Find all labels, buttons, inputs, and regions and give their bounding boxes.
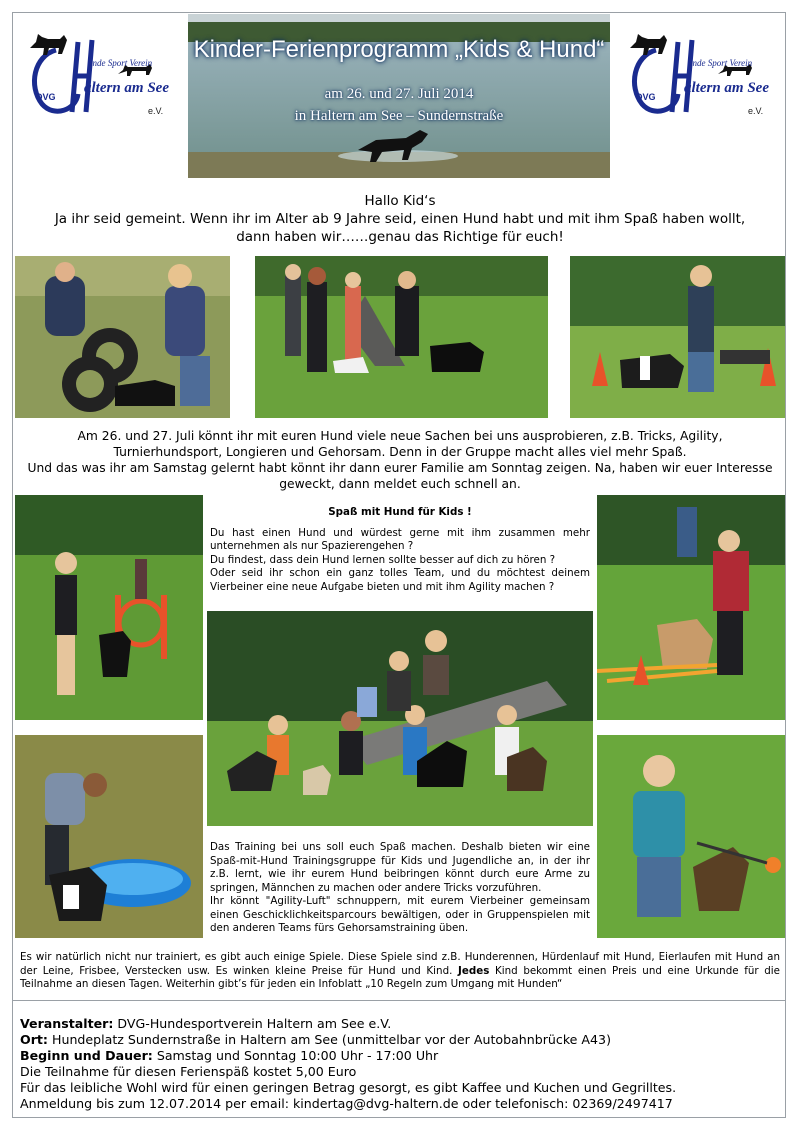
event-line-1: Am 26. und 27. Juli könnt ihr mit euren Hund viele neue Sachen bei uns ausprobieren, z.B. Tricks, Agility,: [77, 429, 723, 443]
games-text-after: Kind bekommt einen Preis und eine Urkunde für die Teilnahme an diesen Tagen. Weiterhin gibt’s für jeden ein Infoblatt „10 Regeln zum Umgang mit Hunden“: [20, 964, 780, 990]
event-info: [20, 1016, 780, 1112]
photo-pool: [15, 735, 203, 938]
intro-text: [20, 192, 780, 246]
organizer-value: DVG-Hundesportverein Haltern am See e.V.: [113, 1016, 392, 1031]
training-paragraph-1: Das Training bei uns soll euch Spaß machen. Deshalb bieten wir eine Spaß-mit-Hund Trainingsgruppe für Kids und Jugendliche an, in der ihr z.B. lernt, wie ihr eurem Hund beibringen könnt durch eure Arme zu springen, Männchen zu machen oder andere Tricks vorzuführen.: [210, 841, 590, 894]
photo-group: [207, 611, 593, 826]
games-paragraph: [20, 951, 780, 992]
photo-hoop-jump: [15, 495, 203, 720]
logo-badge: DVG: [636, 92, 656, 102]
photo-tires: [15, 256, 230, 418]
info-registration: Anmeldung bis zum 12.07.2014 per email: kindertag@dvg-haltern.de oder telefonisch: 02369/2497417: [20, 1096, 673, 1111]
event-line-2: Turnierhundsport, Longieren und Gehorsam. Denn in der Gruppe macht alles viel mehr Spaß.: [113, 445, 687, 459]
event-line-3: Und das was ihr am Samstag gelernt habt könnt ihr dann eurer Familie am Sonntag zeigen. Na, haben wir euer Interesse: [27, 461, 773, 475]
info-place: [20, 1032, 780, 1048]
organizer-label: Veranstalter:: [20, 1016, 114, 1031]
event-line-4: geweckt, dann meldet euch schnell an.: [279, 477, 521, 491]
logo-text-large: altern am See: [684, 80, 769, 96]
training-paragraph-2: Ihr könnt "Agility-Luft" schnuppern, mit eurem Vierbeiner gemeinsam einen Geschicklichkeitsparcours bewältigen, oder in Gruppenspielen mit den anderen Teams fürs Gehorsamstraining üben.: [210, 895, 590, 934]
logo-text-large: altern am See: [84, 80, 169, 96]
intro-line-1: Ja ihr seid gemeint. Wenn ihr im Alter ab 9 Jahre seid, einen Hund habt und mit ihm Spaß haben wollt,: [54, 211, 746, 227]
intro-line-2: dann haben wir……genau das Richtige für euch!: [236, 229, 564, 245]
training-section: [210, 841, 590, 936]
info-time: [20, 1048, 780, 1064]
intro-greeting: Hallo Kid‘s: [364, 193, 436, 209]
photo-girl-dog: [597, 495, 785, 720]
info-organizer: [20, 1016, 780, 1032]
header-banner: [188, 14, 610, 178]
logo-text-small: unde Sport Verein: [688, 58, 753, 68]
time-label: Beginn und Dauer:: [20, 1048, 153, 1063]
logo-suffix: e.V.: [748, 106, 764, 116]
question-2: Du findest, dass dein Hund lernen sollte besser auf dich zu hören ?: [210, 553, 556, 566]
logo-text-small: unde Sport Verein: [88, 58, 153, 68]
banner-date: am 26. und 27. Juli 2014: [324, 86, 474, 102]
games-text-before: Es wir natürlich nicht nur trainiert, es gibt auch einige Spiele. Diese Spiele sind z.B. Hunderennen, Hürdenlauf mit Hund, Eierlaufen mit Hund an der Leine, Frisbee, Verstecken usw. Es winken kleine Preise für Hund und Kind.: [20, 951, 780, 977]
banner-title: Kinder-Ferienprogramm „Kids & Hund“: [193, 36, 605, 63]
section-divider: [12, 1000, 786, 1001]
event-description: [20, 428, 780, 492]
photo-agility-group: [255, 256, 548, 418]
fun-with-dog-section: [210, 506, 590, 594]
photo-cones: [570, 256, 785, 418]
photo-boy-toy: [597, 735, 785, 938]
club-logo-left: [22, 20, 172, 130]
question-3: Oder seid ihr schon ein ganz tolles Team, und du möchtest deinem Vierbeiner eine neue Aufgabe bieten und mit ihm Agility machen ?: [210, 567, 590, 593]
logo-suffix: e.V.: [148, 106, 164, 116]
info-fee: Die Teilnahme für diesen Ferienspäß kostet 5,00 Euro: [20, 1064, 357, 1079]
info-food: Für das leibliche Wohl wird für einen geringen Betrag gesorgt, es gibt Kaffee und Kuchen und Gegrilltes.: [20, 1080, 677, 1095]
banner-location: in Haltern am See – Sundernstraße: [294, 108, 504, 124]
time-value: Samstag und Sonntag 10:00 Uhr - 17:00 Uhr: [152, 1048, 439, 1063]
games-text-bold: Jedes: [458, 964, 490, 977]
place-label: Ort:: [20, 1032, 48, 1047]
club-logo-right: [622, 20, 772, 130]
question-1: Du hast einen Hund und würdest gerne mit ihm zusammen mehr unternehmen als nur Spazierengehen ?: [210, 526, 590, 552]
logo-badge: DVG: [36, 92, 56, 102]
fun-with-dog-heading: Spaß mit Hund für Kids !: [328, 506, 472, 518]
place-value: Hundeplatz Sundernstraße in Haltern am See (unmittelbar vor der Autobahnbrücke A43): [47, 1032, 611, 1047]
